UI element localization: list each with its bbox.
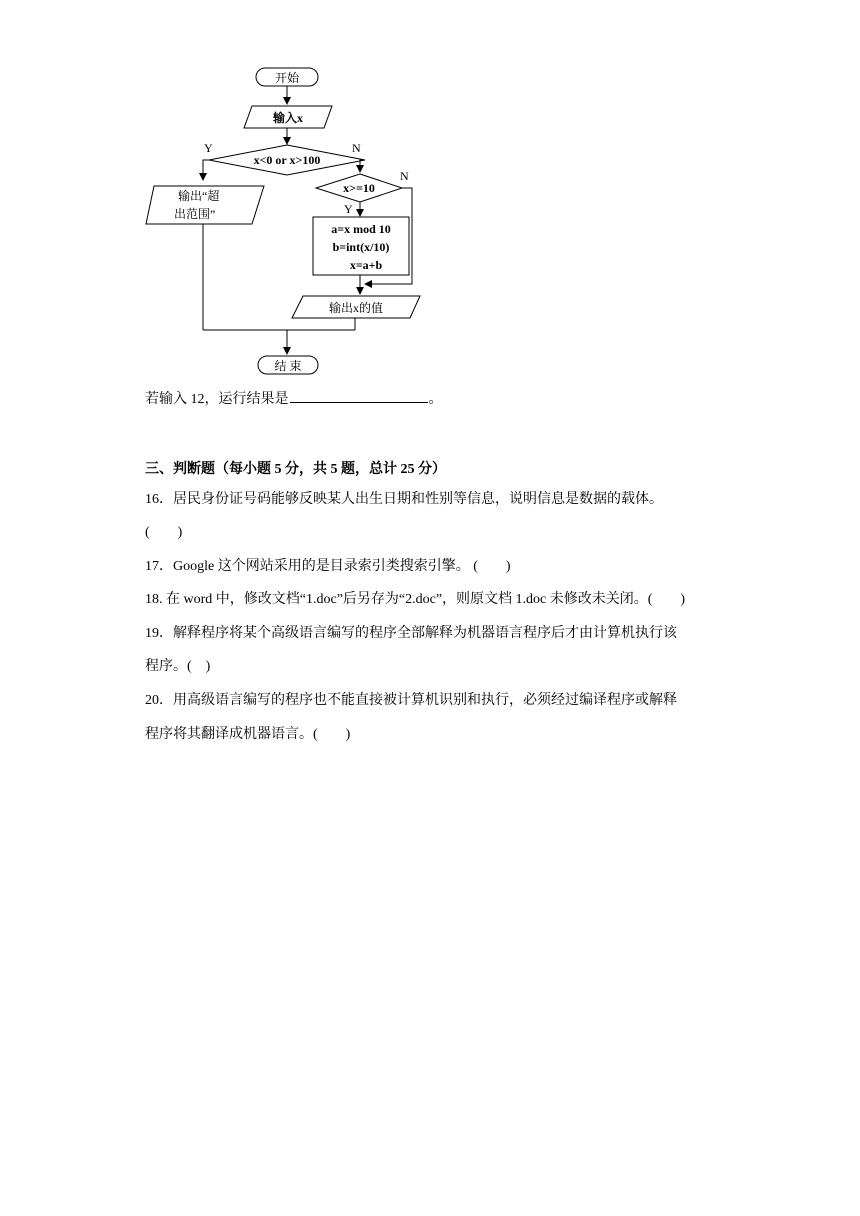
start-label: 开始 <box>274 71 300 85</box>
output-label: 输出x的值 <box>328 301 384 315</box>
question-20-line1: 20．用高级语言编写的程序也不能直接被计算机识别和执行，必须经过编译程序或解释 <box>145 693 677 708</box>
proc-line2: b=int(x/10) <box>332 240 390 254</box>
question-19-line1: 19．解释程序将某个高级语言编写的程序全部解释为机器语言程序后才由计算机执行该 <box>145 626 677 641</box>
flowchart <box>140 60 440 380</box>
no1-label: N <box>352 141 361 155</box>
no2-label: N <box>400 169 409 183</box>
out-range-line1: 输出“超 <box>178 189 220 203</box>
question-19-line2: 程序。( ) <box>145 659 211 674</box>
question-17: 17．Google 这个网站采用的是目录索引类搜索引擎。 ( ) <box>145 559 511 574</box>
input-label: 输入x <box>272 111 304 125</box>
question-16-line1: 16．居民身份证号码能够反映某人出生日期和性别等信息，说明信息是数据的载体。 <box>145 492 663 507</box>
cond2-label: x>=10 <box>343 181 375 195</box>
q15-text: 若输入 12，运行结果是 <box>145 392 289 407</box>
question-20-line2: 程序将其翻译成机器语言。( ) <box>145 727 351 742</box>
question-18: 18. 在 word 中，修改文档“1.doc”后另存为“2.doc”，则原文档 1.doc 未修改未关闭。( ) <box>145 592 686 607</box>
q15-end: 。 <box>428 392 443 407</box>
end-label: 结 束 <box>274 359 302 373</box>
question-15-tail <box>145 388 443 410</box>
cond1-label: x<0 or x>100 <box>253 153 321 167</box>
proc-line3: x=a+b <box>349 258 383 272</box>
yes2-label: Y <box>344 202 353 216</box>
section-3-heading: 三、判断题（每小题 5 分，共 5 题，总计 25 分） <box>145 462 446 477</box>
out-range-line2: 出范围” <box>174 207 216 221</box>
proc-line1: a=x mod 10 <box>331 222 391 236</box>
question-16-line2: ( ) <box>145 525 183 540</box>
yes1-label: Y <box>204 141 213 155</box>
answer-blank[interactable] <box>290 388 428 403</box>
